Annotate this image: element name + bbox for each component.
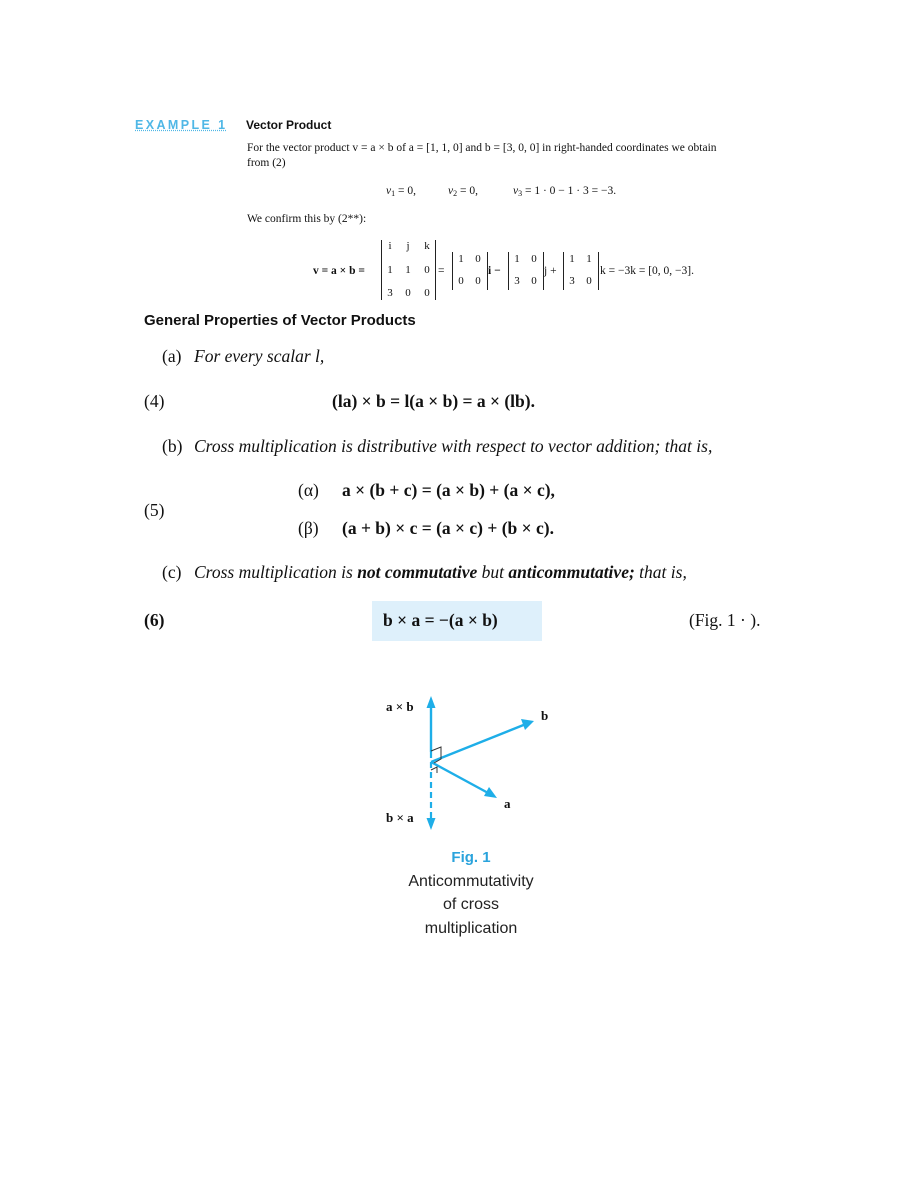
caption-line-1: Anticommutativity (408, 872, 534, 890)
example-label: EXAMPLE 1 (135, 118, 228, 132)
det-a-cell: 0 (458, 275, 464, 287)
det-b-tail: j + (544, 265, 557, 277)
property-b-label: (b) (162, 436, 183, 456)
property-b-text: Cross multiplication is distributive with respect to vector addition; that is, (194, 436, 713, 456)
det3-matrix (381, 240, 436, 300)
axb-arrowhead (427, 696, 436, 708)
det3-cell: 1 (387, 264, 393, 276)
det-c-matrix (563, 252, 599, 290)
det3-cell: 0 (405, 287, 411, 299)
equation-6-fig-ref: (Fig. 1 · ). (689, 610, 761, 630)
det3-cell: j (406, 240, 410, 252)
figure-number: Fig. 1 (451, 849, 491, 866)
a-vector (431, 762, 490, 794)
property-a-text: For every scalar l, (194, 346, 325, 366)
det3-cell: 1 (405, 264, 411, 276)
example-intro-line2: from (2) (247, 157, 286, 169)
det-a-cell: 0 (475, 253, 481, 265)
det-c-cell: 1 (586, 253, 592, 265)
det-c-cell: 3 (569, 275, 575, 287)
determinant-lhs: v = a × b = (313, 265, 365, 277)
det3-cell: 0 (424, 287, 430, 299)
v3-equation: $v_3 = 1 \cdot 0 - 1 \cdot 3 = -3$. (513, 185, 617, 198)
fig-a-label: a (504, 796, 511, 811)
equation-5-alpha-label: (α) (298, 480, 319, 500)
det-a-matrix (452, 252, 488, 290)
det-a-tail: i − (488, 265, 501, 277)
property-c-text: Cross multiplication is not commutative but anticommutative; that is, (194, 562, 687, 582)
det3-cell: 3 (387, 287, 393, 299)
equation-5-number: (5) (144, 500, 165, 520)
example-intro-line1: For the vector product v = a × b of a = [1, 1, 0] and b = [3, 0, 0] in right-handed coordinates we obtain (247, 142, 717, 154)
det-b-cell: 1 (514, 253, 520, 265)
det-b-cell: 0 (531, 253, 537, 265)
example-title: Vector Product (246, 118, 332, 132)
caption-line-2: of cross (442, 896, 499, 913)
equation-5-beta: (a + b) × c = (a × c) + (b × c). (342, 518, 554, 538)
fig-bxa-label: b × a (386, 810, 414, 825)
confirm-text: We confirm this by (2**): (247, 213, 367, 225)
equation-6-number: (6) (144, 610, 165, 630)
bxa-arrowhead (427, 818, 436, 830)
fig-axb-label: a × b (386, 699, 414, 714)
det3-cell: 0 (424, 264, 430, 276)
v2-equation: $v_2 = 0$, (448, 185, 478, 198)
section-title: General Properties of Vector Products (144, 312, 416, 329)
equation-4-number: (4) (144, 391, 165, 411)
b-vector (431, 724, 526, 762)
det-b-cell: 3 (514, 275, 520, 287)
equation-4: (la) × b = l(a × b) = a × (lb). (332, 391, 535, 411)
det-b-cell: 0 (531, 275, 537, 287)
det-b-matrix (508, 252, 544, 290)
det-c-tail: k = −3k = [0, 0, −3]. (600, 265, 694, 277)
figure-caption (380, 846, 562, 940)
property-c-label: (c) (162, 562, 182, 582)
det-a-cell: 0 (475, 275, 481, 287)
fig-b-label: b (541, 708, 549, 723)
equation-6: b × a = −(a × b) (383, 610, 498, 630)
det-equals-sign: = (438, 265, 445, 277)
equation-5-alpha: a × (b + c) = (a × b) + (a × c), (342, 480, 555, 500)
det-c-cell: 1 (569, 253, 575, 265)
det-c-cell: 0 (586, 275, 592, 287)
a-arrowhead (484, 787, 497, 798)
equation-5-beta-label: (β) (298, 518, 319, 538)
v1-equation: $v_1 = 0$, (386, 185, 416, 198)
det3-cell: i (388, 240, 392, 252)
property-a-label: (a) (162, 346, 182, 366)
det-a-cell: 1 (458, 253, 464, 265)
det3-cell: k (424, 240, 430, 252)
caption-line-3: multiplication (424, 919, 518, 937)
